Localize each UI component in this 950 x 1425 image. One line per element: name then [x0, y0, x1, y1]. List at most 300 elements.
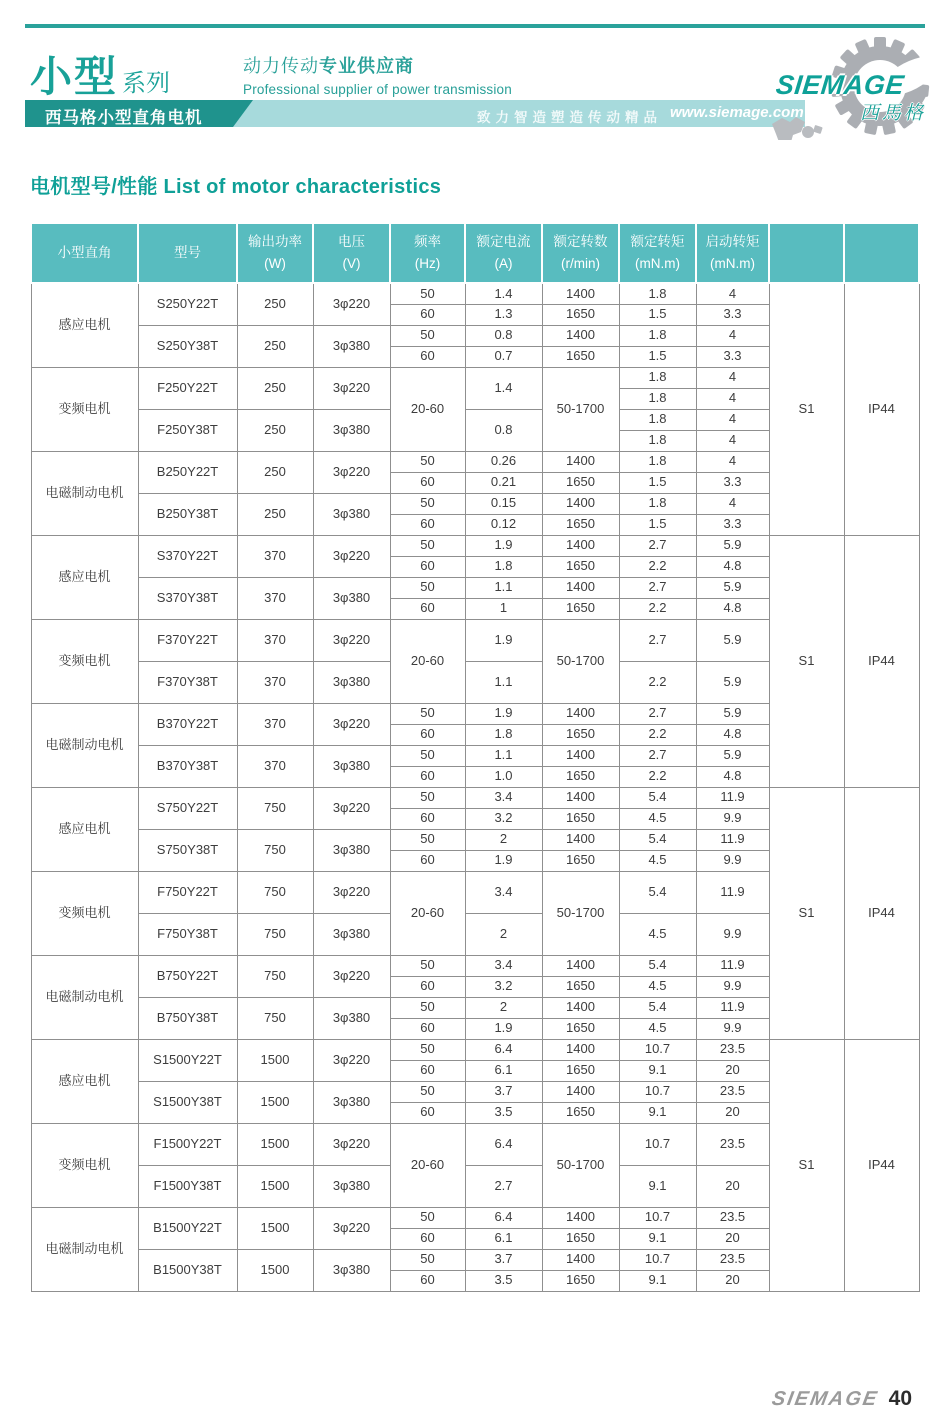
value-cell: 1400 [542, 535, 619, 556]
value-cell: 50 [390, 1207, 465, 1228]
value-cell: 6.1 [465, 1060, 542, 1081]
value-cell: 6.4 [465, 1207, 542, 1228]
column-header: 启动转矩 (mN.m) [696, 223, 769, 283]
value-cell: 6.1 [465, 1228, 542, 1249]
value-cell: 0.26 [465, 451, 542, 472]
column-header: 额定电流 (A) [465, 223, 542, 283]
value-cell: 1 [465, 598, 542, 619]
value-cell: 20-60 [390, 871, 465, 955]
value-cell: 1400 [542, 451, 619, 472]
value-cell: 50 [390, 1081, 465, 1102]
value-cell: 20 [696, 1270, 769, 1291]
value-cell: 10.7 [619, 1039, 696, 1060]
value-cell: 23.5 [696, 1123, 769, 1165]
value-cell: 1400 [542, 1207, 619, 1228]
value-cell: 23.5 [696, 1081, 769, 1102]
value-cell: 1.9 [465, 535, 542, 556]
model-cell: B250Y38T [138, 493, 237, 535]
value-cell: 60 [390, 304, 465, 325]
model-cell: F1500Y22T [138, 1123, 237, 1165]
table-row [31, 535, 919, 556]
value-cell: 60 [390, 1228, 465, 1249]
value-cell: 3φ220 [313, 871, 390, 913]
value-cell: 1.8 [619, 430, 696, 451]
value-cell: 9.9 [696, 976, 769, 997]
value-cell: 1500 [237, 1165, 313, 1207]
table-row [31, 283, 919, 304]
value-cell: 1650 [542, 1102, 619, 1123]
value-cell: 4.5 [619, 976, 696, 997]
value-cell: 11.9 [696, 787, 769, 808]
value-cell: 50 [390, 283, 465, 304]
value-cell: 1.5 [619, 472, 696, 493]
value-cell: 5.4 [619, 829, 696, 850]
model-cell: F750Y38T [138, 913, 237, 955]
value-cell: 11.9 [696, 871, 769, 913]
value-cell: 3.3 [696, 514, 769, 535]
footer-brand: SIEMAGE [770, 1388, 881, 1410]
motor-type-cell: 变频电机 [31, 367, 138, 451]
model-cell: F750Y22T [138, 871, 237, 913]
value-cell: 1.1 [465, 661, 542, 703]
column-header [769, 223, 844, 283]
motor-type-cell: 变频电机 [31, 871, 138, 955]
value-cell: 1500 [237, 1039, 313, 1081]
value-cell: 2.2 [619, 724, 696, 745]
value-cell: 3φ220 [313, 703, 390, 745]
series-title-main: 小型 [30, 53, 119, 100]
protection-rating-cell: IP44 [844, 283, 919, 535]
value-cell: 23.5 [696, 1207, 769, 1228]
value-cell: 3φ380 [313, 493, 390, 535]
value-cell: 370 [237, 661, 313, 703]
value-cell: 1400 [542, 829, 619, 850]
value-cell: 1650 [542, 724, 619, 745]
value-cell: 2.7 [619, 577, 696, 598]
table-row [31, 1039, 919, 1060]
value-cell: 750 [237, 997, 313, 1039]
protection-rating-cell: IP44 [844, 535, 919, 787]
value-cell: 0.8 [465, 409, 542, 451]
protection-rating-cell: IP44 [844, 1039, 919, 1291]
value-cell: 2.7 [619, 619, 696, 661]
value-cell: 1650 [542, 1060, 619, 1081]
value-cell: 1400 [542, 493, 619, 514]
model-cell: F250Y38T [138, 409, 237, 451]
value-cell: 1.8 [619, 409, 696, 430]
value-cell: 1.4 [465, 367, 542, 409]
value-cell: 4.8 [696, 724, 769, 745]
value-cell: 60 [390, 1060, 465, 1081]
value-cell: 4.5 [619, 808, 696, 829]
value-cell: 1.5 [619, 514, 696, 535]
column-header: 额定转矩 (mN.m) [619, 223, 696, 283]
model-cell: B750Y38T [138, 997, 237, 1039]
value-cell: 20 [696, 1165, 769, 1207]
value-cell: 20-60 [390, 367, 465, 451]
value-cell: 1400 [542, 577, 619, 598]
value-cell: 1650 [542, 346, 619, 367]
value-cell: 2 [465, 829, 542, 850]
value-cell: 50 [390, 745, 465, 766]
value-cell: 23.5 [696, 1039, 769, 1060]
motor-type-cell: 电磁制动电机 [31, 703, 138, 787]
value-cell: 50 [390, 577, 465, 598]
motor-type-cell: 变频电机 [31, 1123, 138, 1207]
value-cell: 50-1700 [542, 619, 619, 703]
value-cell: 10.7 [619, 1249, 696, 1270]
value-cell: 1650 [542, 514, 619, 535]
value-cell: 1500 [237, 1123, 313, 1165]
value-cell: 11.9 [696, 955, 769, 976]
value-cell: 3.7 [465, 1249, 542, 1270]
value-cell: 20 [696, 1060, 769, 1081]
value-cell: 1650 [542, 1018, 619, 1039]
value-cell: 750 [237, 913, 313, 955]
model-cell: S370Y38T [138, 577, 237, 619]
value-cell: 3.4 [465, 955, 542, 976]
company-slogan [243, 52, 512, 97]
value-cell: 50 [390, 1039, 465, 1060]
value-cell: 3.3 [696, 304, 769, 325]
value-cell: 5.9 [696, 535, 769, 556]
value-cell: 1.8 [619, 388, 696, 409]
value-cell: 1400 [542, 1039, 619, 1060]
value-cell: 3φ220 [313, 451, 390, 493]
value-cell: 50 [390, 1249, 465, 1270]
value-cell: 3φ220 [313, 1123, 390, 1165]
model-cell: F250Y22T [138, 367, 237, 409]
page-footer [772, 1387, 912, 1411]
value-cell: 11.9 [696, 997, 769, 1018]
banner-slogan-text: 致力智造塑造传动精品 [477, 110, 662, 125]
model-cell: S250Y22T [138, 283, 237, 325]
value-cell: 4.8 [696, 556, 769, 577]
value-cell: 4 [696, 430, 769, 451]
value-cell: 3φ220 [313, 1207, 390, 1249]
value-cell: 4 [696, 367, 769, 388]
value-cell: 370 [237, 577, 313, 619]
value-cell: 1.9 [465, 1018, 542, 1039]
value-cell: 370 [237, 619, 313, 661]
motor-type-cell: 电磁制动电机 [31, 451, 138, 535]
value-cell: 1.1 [465, 577, 542, 598]
value-cell: 1650 [542, 1228, 619, 1249]
value-cell: 1650 [542, 808, 619, 829]
model-cell: B750Y22T [138, 955, 237, 997]
duty-rating-cell: S1 [769, 787, 844, 1039]
value-cell: 50-1700 [542, 367, 619, 451]
value-cell: 2 [465, 913, 542, 955]
value-cell: 4.5 [619, 850, 696, 871]
value-cell: 60 [390, 724, 465, 745]
value-cell: 60 [390, 346, 465, 367]
value-cell: 50 [390, 955, 465, 976]
value-cell: 0.15 [465, 493, 542, 514]
value-cell: 20-60 [390, 619, 465, 703]
value-cell: 5.9 [696, 745, 769, 766]
duty-rating-cell: S1 [769, 283, 844, 535]
value-cell: 1.8 [619, 451, 696, 472]
value-cell: 3.3 [696, 472, 769, 493]
series-title [30, 44, 170, 104]
slogan-chinese [243, 52, 512, 78]
value-cell: 5.4 [619, 787, 696, 808]
value-cell: 50 [390, 997, 465, 1018]
value-cell: 1650 [542, 976, 619, 997]
value-cell: 1.0 [465, 766, 542, 787]
table-row [31, 787, 919, 808]
value-cell: 9.1 [619, 1270, 696, 1291]
value-cell: 1.8 [619, 325, 696, 346]
value-cell: 3φ220 [313, 787, 390, 829]
company-logo [768, 28, 948, 140]
value-cell: 3φ220 [313, 535, 390, 577]
value-cell: 4 [696, 409, 769, 430]
value-cell: 3φ380 [313, 661, 390, 703]
value-cell: 50 [390, 787, 465, 808]
value-cell: 0.21 [465, 472, 542, 493]
value-cell: 2.7 [465, 1165, 542, 1207]
value-cell: 1500 [237, 1207, 313, 1249]
value-cell: 60 [390, 472, 465, 493]
column-header: 型号 [138, 223, 237, 283]
value-cell: 1.8 [619, 493, 696, 514]
value-cell: 750 [237, 829, 313, 871]
value-cell: 3.5 [465, 1102, 542, 1123]
value-cell: 3φ380 [313, 325, 390, 367]
value-cell: 3φ380 [313, 577, 390, 619]
value-cell: 3φ380 [313, 1081, 390, 1123]
value-cell: 5.9 [696, 661, 769, 703]
value-cell: 50 [390, 493, 465, 514]
banner-strip [25, 100, 805, 127]
value-cell: 4.8 [696, 598, 769, 619]
value-cell: 3φ380 [313, 409, 390, 451]
value-cell: 1650 [542, 850, 619, 871]
value-cell: 3φ380 [313, 1249, 390, 1291]
value-cell: 4 [696, 451, 769, 472]
slogan-cn-bold: 专业供应商 [319, 56, 414, 76]
value-cell: 2.2 [619, 556, 696, 577]
value-cell: 1.8 [465, 724, 542, 745]
value-cell: 1.9 [465, 703, 542, 724]
duty-rating-cell: S1 [769, 1039, 844, 1291]
value-cell: 1400 [542, 283, 619, 304]
website-url: www.siemage.com [670, 104, 804, 121]
motor-type-cell: 感应电机 [31, 283, 138, 367]
value-cell: 4.5 [619, 913, 696, 955]
value-cell: 10.7 [619, 1081, 696, 1102]
value-cell: 60 [390, 514, 465, 535]
value-cell: 5.9 [696, 703, 769, 724]
value-cell: 9.9 [696, 913, 769, 955]
value-cell: 1400 [542, 1081, 619, 1102]
value-cell: 60 [390, 808, 465, 829]
value-cell: 370 [237, 745, 313, 787]
value-cell: 3.4 [465, 871, 542, 913]
value-cell: 9.9 [696, 808, 769, 829]
value-cell: 750 [237, 955, 313, 997]
motor-type-cell: 感应电机 [31, 535, 138, 619]
value-cell: 1650 [542, 766, 619, 787]
value-cell: 1.9 [465, 850, 542, 871]
motor-type-cell: 电磁制动电机 [31, 955, 138, 1039]
value-cell: 3φ220 [313, 283, 390, 325]
value-cell: 5.4 [619, 997, 696, 1018]
value-cell: 4.8 [696, 766, 769, 787]
value-cell: 1.5 [619, 346, 696, 367]
value-cell: 370 [237, 535, 313, 577]
value-cell: 3φ220 [313, 955, 390, 997]
value-cell: 1650 [542, 598, 619, 619]
protection-rating-cell: IP44 [844, 787, 919, 1039]
logo-chinese-name: 西馬格 [860, 102, 927, 124]
value-cell: 250 [237, 367, 313, 409]
value-cell: 4 [696, 388, 769, 409]
value-cell: 3φ380 [313, 1165, 390, 1207]
column-header: 额定转数 (r/min) [542, 223, 619, 283]
value-cell: 3.4 [465, 787, 542, 808]
value-cell: 2.7 [619, 703, 696, 724]
value-cell: 5.4 [619, 871, 696, 913]
value-cell: 50 [390, 703, 465, 724]
logo-wordmark: SIEMAGE [774, 70, 906, 100]
slogan-english: Professional supplier of power transmission [243, 82, 512, 97]
value-cell: 10.7 [619, 1123, 696, 1165]
value-cell: 50 [390, 325, 465, 346]
value-cell: 2.7 [619, 745, 696, 766]
model-cell: B1500Y22T [138, 1207, 237, 1249]
model-cell: B250Y22T [138, 451, 237, 493]
value-cell: 1.8 [619, 367, 696, 388]
column-header: 小型直角 [31, 223, 138, 283]
value-cell: 5.4 [619, 955, 696, 976]
motor-type-cell: 变频电机 [31, 619, 138, 703]
value-cell: 3φ380 [313, 745, 390, 787]
value-cell: 9.1 [619, 1165, 696, 1207]
value-cell: 50-1700 [542, 1123, 619, 1207]
value-cell: 20 [696, 1228, 769, 1249]
column-header: 频率 (Hz) [390, 223, 465, 283]
value-cell: 1400 [542, 997, 619, 1018]
model-cell: S370Y22T [138, 535, 237, 577]
value-cell: 60 [390, 1018, 465, 1039]
value-cell: 60 [390, 1270, 465, 1291]
value-cell: 4 [696, 325, 769, 346]
banner-product-label: 西马格小型直角电机 [45, 109, 203, 127]
page-number: 40 [888, 1387, 912, 1410]
value-cell: 2.2 [619, 598, 696, 619]
value-cell: 60 [390, 766, 465, 787]
value-cell: 250 [237, 451, 313, 493]
value-cell: 23.5 [696, 1249, 769, 1270]
motor-type-cell: 感应电机 [31, 1039, 138, 1123]
model-cell: F1500Y38T [138, 1165, 237, 1207]
value-cell: 6.4 [465, 1039, 542, 1060]
value-cell: 20-60 [390, 1123, 465, 1207]
value-cell: 1400 [542, 1249, 619, 1270]
value-cell: 4.5 [619, 1018, 696, 1039]
value-cell: 60 [390, 598, 465, 619]
value-cell: 50 [390, 535, 465, 556]
value-cell: 6.4 [465, 1123, 542, 1165]
value-cell: 1400 [542, 745, 619, 766]
value-cell: 9.1 [619, 1228, 696, 1249]
value-cell: 1650 [542, 472, 619, 493]
value-cell: 1500 [237, 1081, 313, 1123]
value-cell: 250 [237, 409, 313, 451]
model-cell: S1500Y22T [138, 1039, 237, 1081]
model-cell: S1500Y38T [138, 1081, 237, 1123]
value-cell: 4 [696, 283, 769, 304]
value-cell: 9.1 [619, 1102, 696, 1123]
value-cell: 1.9 [465, 619, 542, 661]
value-cell: 3.7 [465, 1081, 542, 1102]
value-cell: 60 [390, 850, 465, 871]
series-title-suffix: 系列 [122, 70, 171, 97]
value-cell: 0.12 [465, 514, 542, 535]
value-cell: 3.3 [696, 346, 769, 367]
value-cell: 370 [237, 703, 313, 745]
value-cell: 1.8 [465, 556, 542, 577]
value-cell: 9.9 [696, 1018, 769, 1039]
value-cell: 3φ380 [313, 997, 390, 1039]
value-cell: 3φ380 [313, 913, 390, 955]
slogan-cn-regular: 动力传动 [243, 56, 319, 76]
value-cell: 3φ220 [313, 367, 390, 409]
value-cell: 3.2 [465, 808, 542, 829]
model-cell: S250Y38T [138, 325, 237, 367]
value-cell: 250 [237, 493, 313, 535]
value-cell: 250 [237, 283, 313, 325]
value-cell: 2.2 [619, 766, 696, 787]
value-cell: 1400 [542, 325, 619, 346]
value-cell: 1.1 [465, 745, 542, 766]
value-cell: 60 [390, 556, 465, 577]
value-cell: 50-1700 [542, 871, 619, 955]
model-cell: S750Y22T [138, 787, 237, 829]
value-cell: 11.9 [696, 829, 769, 850]
value-cell: 1.8 [619, 283, 696, 304]
duty-rating-cell: S1 [769, 535, 844, 787]
motor-type-cell: 电磁制动电机 [31, 1207, 138, 1291]
value-cell: 0.8 [465, 325, 542, 346]
value-cell: 5.9 [696, 577, 769, 598]
column-header [844, 223, 919, 283]
column-header: 电压 (V) [313, 223, 390, 283]
page-title: 电机型号/性能 List of motor characteristics [30, 176, 442, 198]
model-cell: B370Y22T [138, 703, 237, 745]
value-cell: 2.7 [619, 535, 696, 556]
value-cell: 2 [465, 997, 542, 1018]
value-cell: 1650 [542, 556, 619, 577]
model-cell: B370Y38T [138, 745, 237, 787]
value-cell: 750 [237, 787, 313, 829]
value-cell: 750 [237, 871, 313, 913]
value-cell: 1.4 [465, 283, 542, 304]
value-cell: 60 [390, 976, 465, 997]
model-cell: B1500Y38T [138, 1249, 237, 1291]
value-cell: 3φ220 [313, 1039, 390, 1081]
model-cell: S750Y38T [138, 829, 237, 871]
value-cell: 3φ380 [313, 829, 390, 871]
value-cell: 250 [237, 325, 313, 367]
value-cell: 1400 [542, 955, 619, 976]
value-cell: 20 [696, 1102, 769, 1123]
value-cell: 9.1 [619, 1060, 696, 1081]
model-cell: F370Y38T [138, 661, 237, 703]
